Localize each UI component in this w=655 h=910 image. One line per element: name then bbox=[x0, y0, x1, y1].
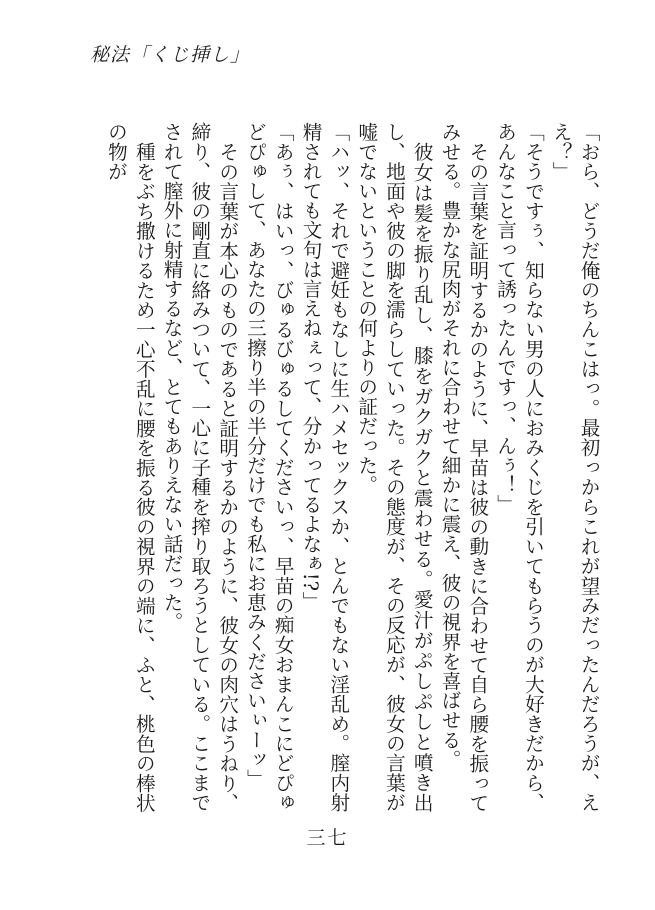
vertical-body-text bbox=[70, 122, 602, 812]
paragraph-8: 種をぶち撒けるため一心不乱に腰を振る彼の視界の端に、ふと、桃色の棒状の物が bbox=[104, 122, 156, 812]
paragraph-2: 「そうですぅ、知らない男の人におみくじを引いてもらうのが大好きだから、あんなこと言って誘ったんですっ、んぅ！」 bbox=[493, 122, 545, 812]
paragraph-4: 彼女は髪を振り乱し、膝をガクガクと震わせる。愛汁がぷしぷしと噴き出し、地面や彼の脚を濡らしていった。その態度が、その反応が、彼女の言葉が嘘でないということの何よりの証だった。 bbox=[354, 122, 434, 812]
page-number: 三七 bbox=[306, 827, 349, 849]
paragraph-6: 「あぅ、はいっ、びゅるびゅるしてくださいっ、早苗の痴女おまんこにどぴゅどぴゅして、あなたの三擦り半の半分だけでも私にお恵みくださいぃーッ」 bbox=[243, 122, 295, 812]
running-head: 秘法「くじ挿し」 bbox=[90, 44, 251, 66]
paragraph-5: 「ハッ、それで避妊もなしに生ハメセックスか、とんでもない淫乱め。膣内射精されても文句は言えねぇって、分かってるよなぁ!?」 bbox=[299, 122, 350, 812]
paragraph-3: その言葉を証明するかのように、早苗は彼の動きに合わせて自ら腰を振ってみせる。豊かな尻肉がそれに合わせて細かに震え、彼の視界を喜ばせる。 bbox=[438, 122, 489, 812]
body-text-block bbox=[70, 122, 602, 812]
paragraph-1: 「おら、どうだ俺のちんこはっ。最初っからこれが望みだったんだろうが、ええ？」 bbox=[549, 122, 600, 812]
paragraph-7: その言葉が本心のものであると証明するかのように、彼女の肉穴はうねり、締り、彼の剛直に絡みついて、一心に子種を搾り取ろうとしている。ここまでされて膣外に射精するなど、とてもありえない話だった。 bbox=[160, 122, 239, 812]
